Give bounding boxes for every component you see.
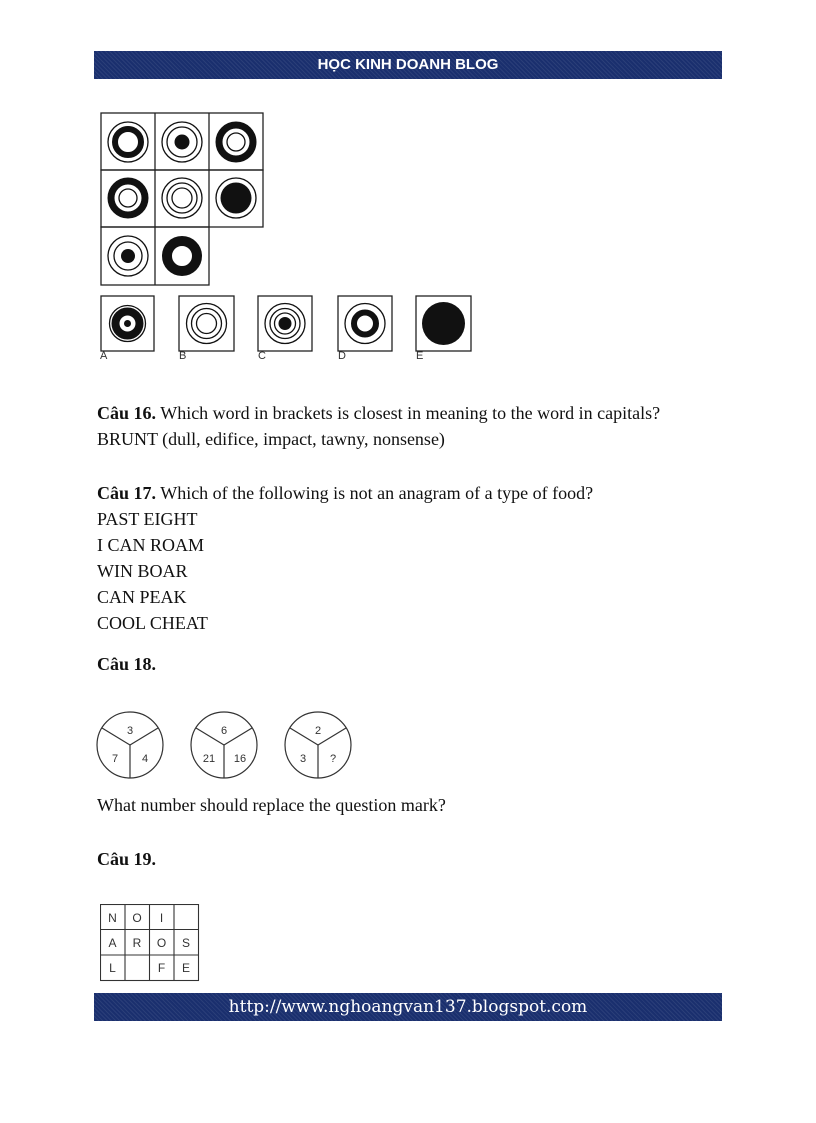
option-label-a: A (100, 350, 108, 362)
circle2-top: 6 (220, 725, 228, 737)
circle3-top: 2 (314, 725, 322, 737)
q17-option: COOL CHEAT (97, 613, 208, 633)
option-letters (94, 350, 494, 370)
circle-puzzle (96, 708, 366, 784)
option-label-b: B (179, 350, 187, 362)
matrix-figure (100, 112, 264, 286)
grid-cell: S (181, 936, 191, 950)
q19-label: Câu 19. (97, 849, 157, 869)
option-label-e: E (416, 350, 424, 362)
circle2-right: 16 (233, 753, 247, 765)
matrix-cell-4 (111, 181, 145, 215)
answer-options (100, 295, 474, 353)
option-label-c: C (258, 350, 266, 362)
matrix-cell-8 (167, 241, 197, 271)
q17-option: I CAN ROAM (97, 535, 205, 555)
header-banner (94, 51, 722, 79)
letter-grid (100, 904, 200, 982)
grid-cell: F (157, 961, 166, 975)
q18-question (97, 792, 446, 818)
option-b-shape (187, 304, 227, 344)
q17-option: WIN BOAR (97, 561, 188, 581)
grid-cell: A (108, 936, 117, 950)
grid-cell: O (156, 936, 167, 950)
q17-option: CAN PEAK (97, 587, 187, 607)
circle3-left: 3 (299, 753, 307, 765)
circle1-right: 4 (141, 753, 149, 765)
circle3-right: ? (329, 753, 337, 765)
question-18 (97, 651, 156, 677)
grid-cell: E (181, 961, 191, 975)
question-17 (97, 480, 593, 636)
matrix-cell-3 (219, 125, 253, 159)
footer-banner (94, 993, 722, 1021)
matrix-cell-2 (162, 122, 202, 162)
matrix-cell-7 (108, 236, 148, 276)
footer-url[interactable]: http://www.nghoangvan137.blogspot.com (228, 997, 588, 1017)
grid-cell: O (132, 911, 142, 925)
q18-label: Câu 18. (97, 654, 157, 674)
q18-question-text: What number should replace the question mark? (97, 795, 446, 815)
option-a-shape (110, 306, 146, 342)
q16-line2: BRUNT (dull, edifice, impact, tawny, nonsense) (97, 429, 445, 449)
grid-cell: L (109, 961, 116, 975)
matrix-cell-5 (162, 178, 202, 218)
option-d-shape (345, 304, 385, 344)
grid-cell: R (132, 936, 142, 950)
q16-text: Which word in brackets is closest in meaning to the word in capitals? (160, 403, 661, 423)
circle2-left: 21 (202, 753, 216, 765)
option-c-shape (265, 304, 305, 344)
q17-text: Which of the following is not an anagram of a type of food? (160, 483, 594, 503)
q16-label: Câu 16. (97, 403, 157, 423)
grid-cell: N (108, 911, 117, 925)
q17-option: PAST EIGHT (97, 509, 198, 529)
option-e-shape (422, 302, 465, 345)
grid-cell: I (159, 911, 164, 925)
question-16 (97, 400, 660, 452)
matrix-cell-1 (108, 122, 148, 162)
circle1-top: 3 (126, 725, 134, 737)
matrix-cell-6 (216, 178, 256, 218)
header-title: HỌC KINH DOANH BLOG (317, 56, 499, 73)
circle1-left: 7 (111, 753, 119, 765)
q17-label: Câu 17. (97, 483, 157, 503)
question-19 (97, 846, 156, 872)
option-label-d: D (338, 350, 346, 362)
